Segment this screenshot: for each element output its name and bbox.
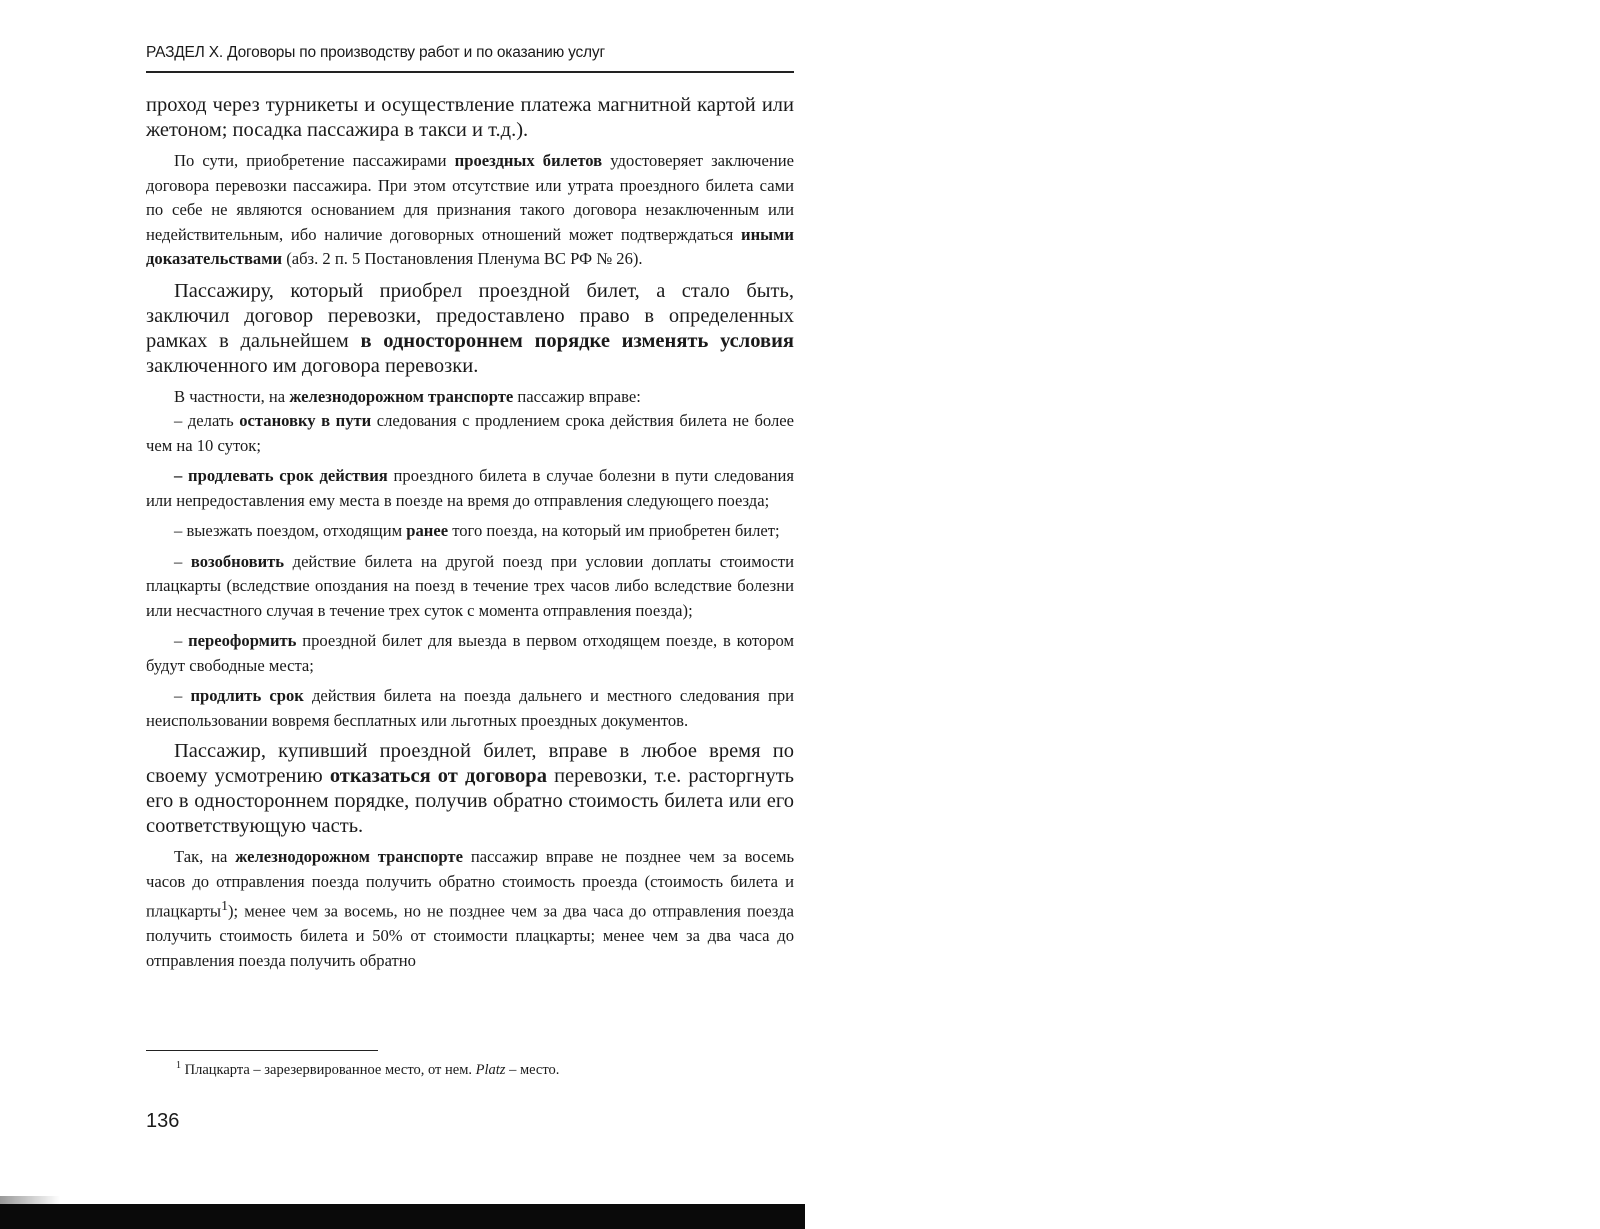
text-run: перевозки, т.е. расторгнуть его в одностороннем порядке, получив обратно стоимость билета или его соответствующую часть.	[146, 765, 795, 837]
bold-term: иными доказательствами	[146, 224, 794, 268]
text-run: следования с продлением срока действия билета не более чем на 10 суток;	[146, 411, 794, 455]
text-run: Плацкарта – зарезервированное место, от нем.	[181, 1061, 476, 1078]
text-run: –	[174, 686, 191, 705]
bold-term: отказаться от договора	[329, 765, 547, 787]
text-run: действие билета на другой поезд при условии доплаты стоимости плацкарты (вследствие опоздания на поезд в течение трех часов либо вследствие болезни или несчастного случая в течение трех суток с момента отправления поезда);	[146, 551, 794, 620]
text-run: действия билета на поезда дальнего и местного следования при неиспользовании вовремя бесплатных или льготных проездных документов.	[146, 686, 794, 730]
text-run: проездной билет для выезда в первом отходящем поезде, в котором будут свободные места;	[146, 631, 795, 675]
bold-term: возобновить	[190, 551, 285, 571]
text-run: – делать	[174, 411, 240, 430]
list-item-1	[146, 409, 794, 458]
footnote-rule	[146, 1050, 378, 1051]
list-item-4	[146, 550, 794, 624]
text-run: (абз. 2 п. 5 Постановления Пленума ВС РФ № 26).	[282, 249, 643, 268]
text-run: Пассажиру, который приобрел проездной билет, а стало быть, заключил договор перевозки, предоставлено право в определенных рамках в дальнейшем	[146, 279, 794, 352]
body-text	[146, 93, 794, 973]
scan-edge-bar	[0, 1204, 805, 1229]
bold-term: продлить срок	[190, 686, 304, 705]
text-run: –	[174, 631, 189, 650]
bold-term: остановку в пути	[239, 411, 372, 430]
text-run: проход через турникеты и осуществление платежа магнитной картой или жетоном; посадка пассажира в такси и т.д.).	[146, 94, 794, 141]
list-item-2	[146, 464, 794, 513]
header-rule	[146, 71, 794, 73]
text-run: – выезжать поездом, отходящим	[174, 521, 407, 540]
bold-term: железнодорожном транспорте	[235, 847, 463, 866]
paragraph-6	[146, 845, 794, 973]
paragraph-5	[146, 739, 794, 839]
bold-term: – продлевать срок действия	[174, 466, 388, 485]
text-run: удостоверяет заключение договора перевозки пассажира. При этом отсутствие или утрата проездного билета сами по себе не являются основанием для признания такого договора незаключенным или недействительным, ибо наличие договорных отношений может подтверждаться	[146, 151, 794, 244]
text-run: того поезда, на который им приобретен билет;	[448, 521, 780, 540]
bold-term: железнодорожном транспорте	[289, 386, 514, 406]
italic-term: Platz	[475, 1061, 506, 1078]
paragraph-4	[146, 385, 794, 410]
text-run: проездного билета в случае болезни в пути следования или непредоставления ему места в поезде на время до отправления следующего поезда;	[146, 466, 794, 510]
list-item-6	[146, 684, 794, 733]
text-run: Так, на	[174, 847, 236, 866]
bold-term: в одностороннем порядке изменять условия	[360, 329, 794, 352]
paragraph-3	[146, 279, 794, 379]
list-item-3	[146, 519, 794, 544]
paragraph-2	[146, 149, 794, 272]
scan-shadow	[0, 1196, 60, 1204]
page-number: 136	[146, 1110, 180, 1132]
bold-term: ранее	[406, 521, 449, 540]
bold-term: проездных билетов	[454, 151, 603, 170]
footnote-marker: 1	[221, 898, 228, 913]
text-run: –	[174, 551, 191, 571]
text-run: пассажир вправе:	[513, 386, 641, 406]
text-run: В частности, на	[174, 386, 290, 406]
text-run: По сути, приобретение пассажирами	[174, 151, 455, 170]
text-run: Пассажир, купивший проездной билет, вправе в любое время по своему усмотрению	[146, 740, 794, 787]
list-item-5	[146, 629, 794, 678]
bold-term: переоформить	[188, 631, 297, 650]
text-run: заключенного им договора перевозки.	[146, 354, 479, 377]
paragraph-1	[146, 93, 794, 143]
running-header: РАЗДЕЛ X. Договоры по производству работ и по оказанию услуг	[146, 44, 605, 61]
footnote-number: 1	[176, 1060, 181, 1071]
text-run: ); менее чем за восемь, но не позднее чем за два часа до отправления поезда получить стоимость билета и 50% от стоимости плацкарты; менее чем за два часа до отправления поезда получить обратно	[146, 901, 794, 970]
footnote	[176, 1060, 559, 1079]
text-run: пассажир вправе не позднее чем за восемь часов до отправления поезда получить обратно стоимость проезда (стоимость билета и плацкарты	[146, 847, 795, 921]
text-run: – место.	[505, 1061, 560, 1078]
